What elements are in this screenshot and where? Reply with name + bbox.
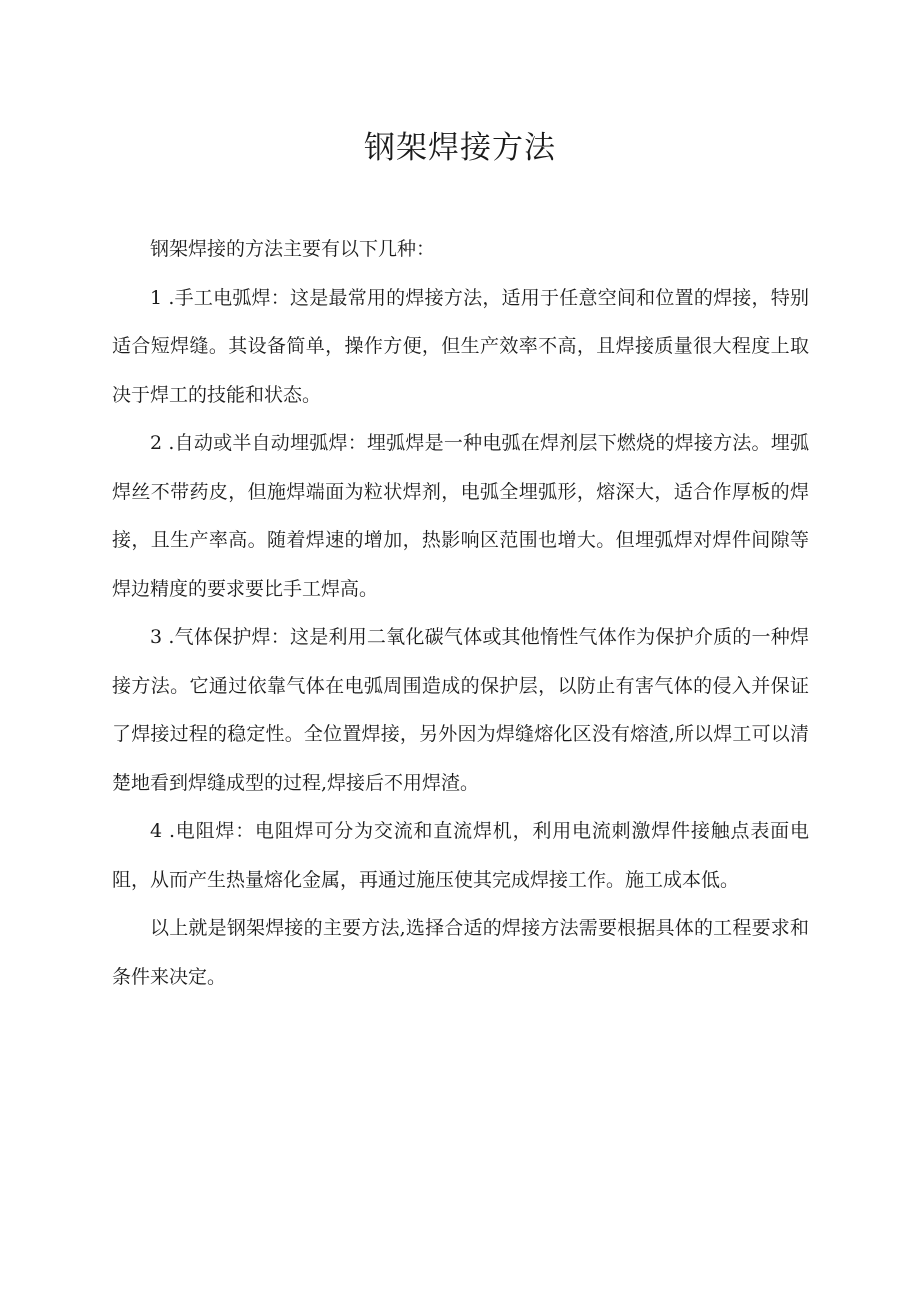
document-title: 钢架焊接方法 [364,130,556,166]
method-1-paragraph: 1 .手工电弧焊：这是最常用的焊接方法，适用于任意空间和位置的焊接，特别适合短焊缝。其设备简单，操作方便，但生产效率不高，且焊接质量很大程度上取决于焊工的技能和状态。 [112,286,809,406]
method-3-paragraph: 3 .气体保护焊：这是利用二氧化碳气体或其他惰性气体作为保护介质的一种焊接方法。它通过依靠气体在电弧周围造成的保护层，以防止有害气体的侵入并保证了焊接过程的稳定性。全位置焊接，另外因为焊缝熔化区没有熔渣,所以焊工可以清楚地看到焊缝成型的过程,焊接后不用焊渣。 [112,626,809,794]
document-body [112,225,809,1001]
method-4-paragraph: 4 .电阻焊：电阻焊可分为交流和直流焊机，利用电流刺激焊件接触点表面电阻，从而产生热量熔化金属，再通过施压使其完成焊接工作。施工成本低。 [112,820,809,891]
conclusion-paragraph: 以上就是钢架焊接的主要方法,选择合适的焊接方法需要根据具体的工程要求和条件来决定。 [112,917,809,988]
method-2-paragraph: 2 .自动或半自动埋弧焊：埋弧焊是一种电弧在焊剂层下燃烧的焊接方法。埋弧焊丝不带药皮，但施焊端面为粒状焊剂，电弧全埋弧形，熔深大，适合作厚板的焊接，且生产率高。随着焊速的增加，热影响区范围也增大。但埋弧焊对焊件间隙等焊边精度的要求要比手工焊高。 [112,432,809,600]
intro-paragraph: 钢架焊接的方法主要有以下几种： [150,238,436,260]
